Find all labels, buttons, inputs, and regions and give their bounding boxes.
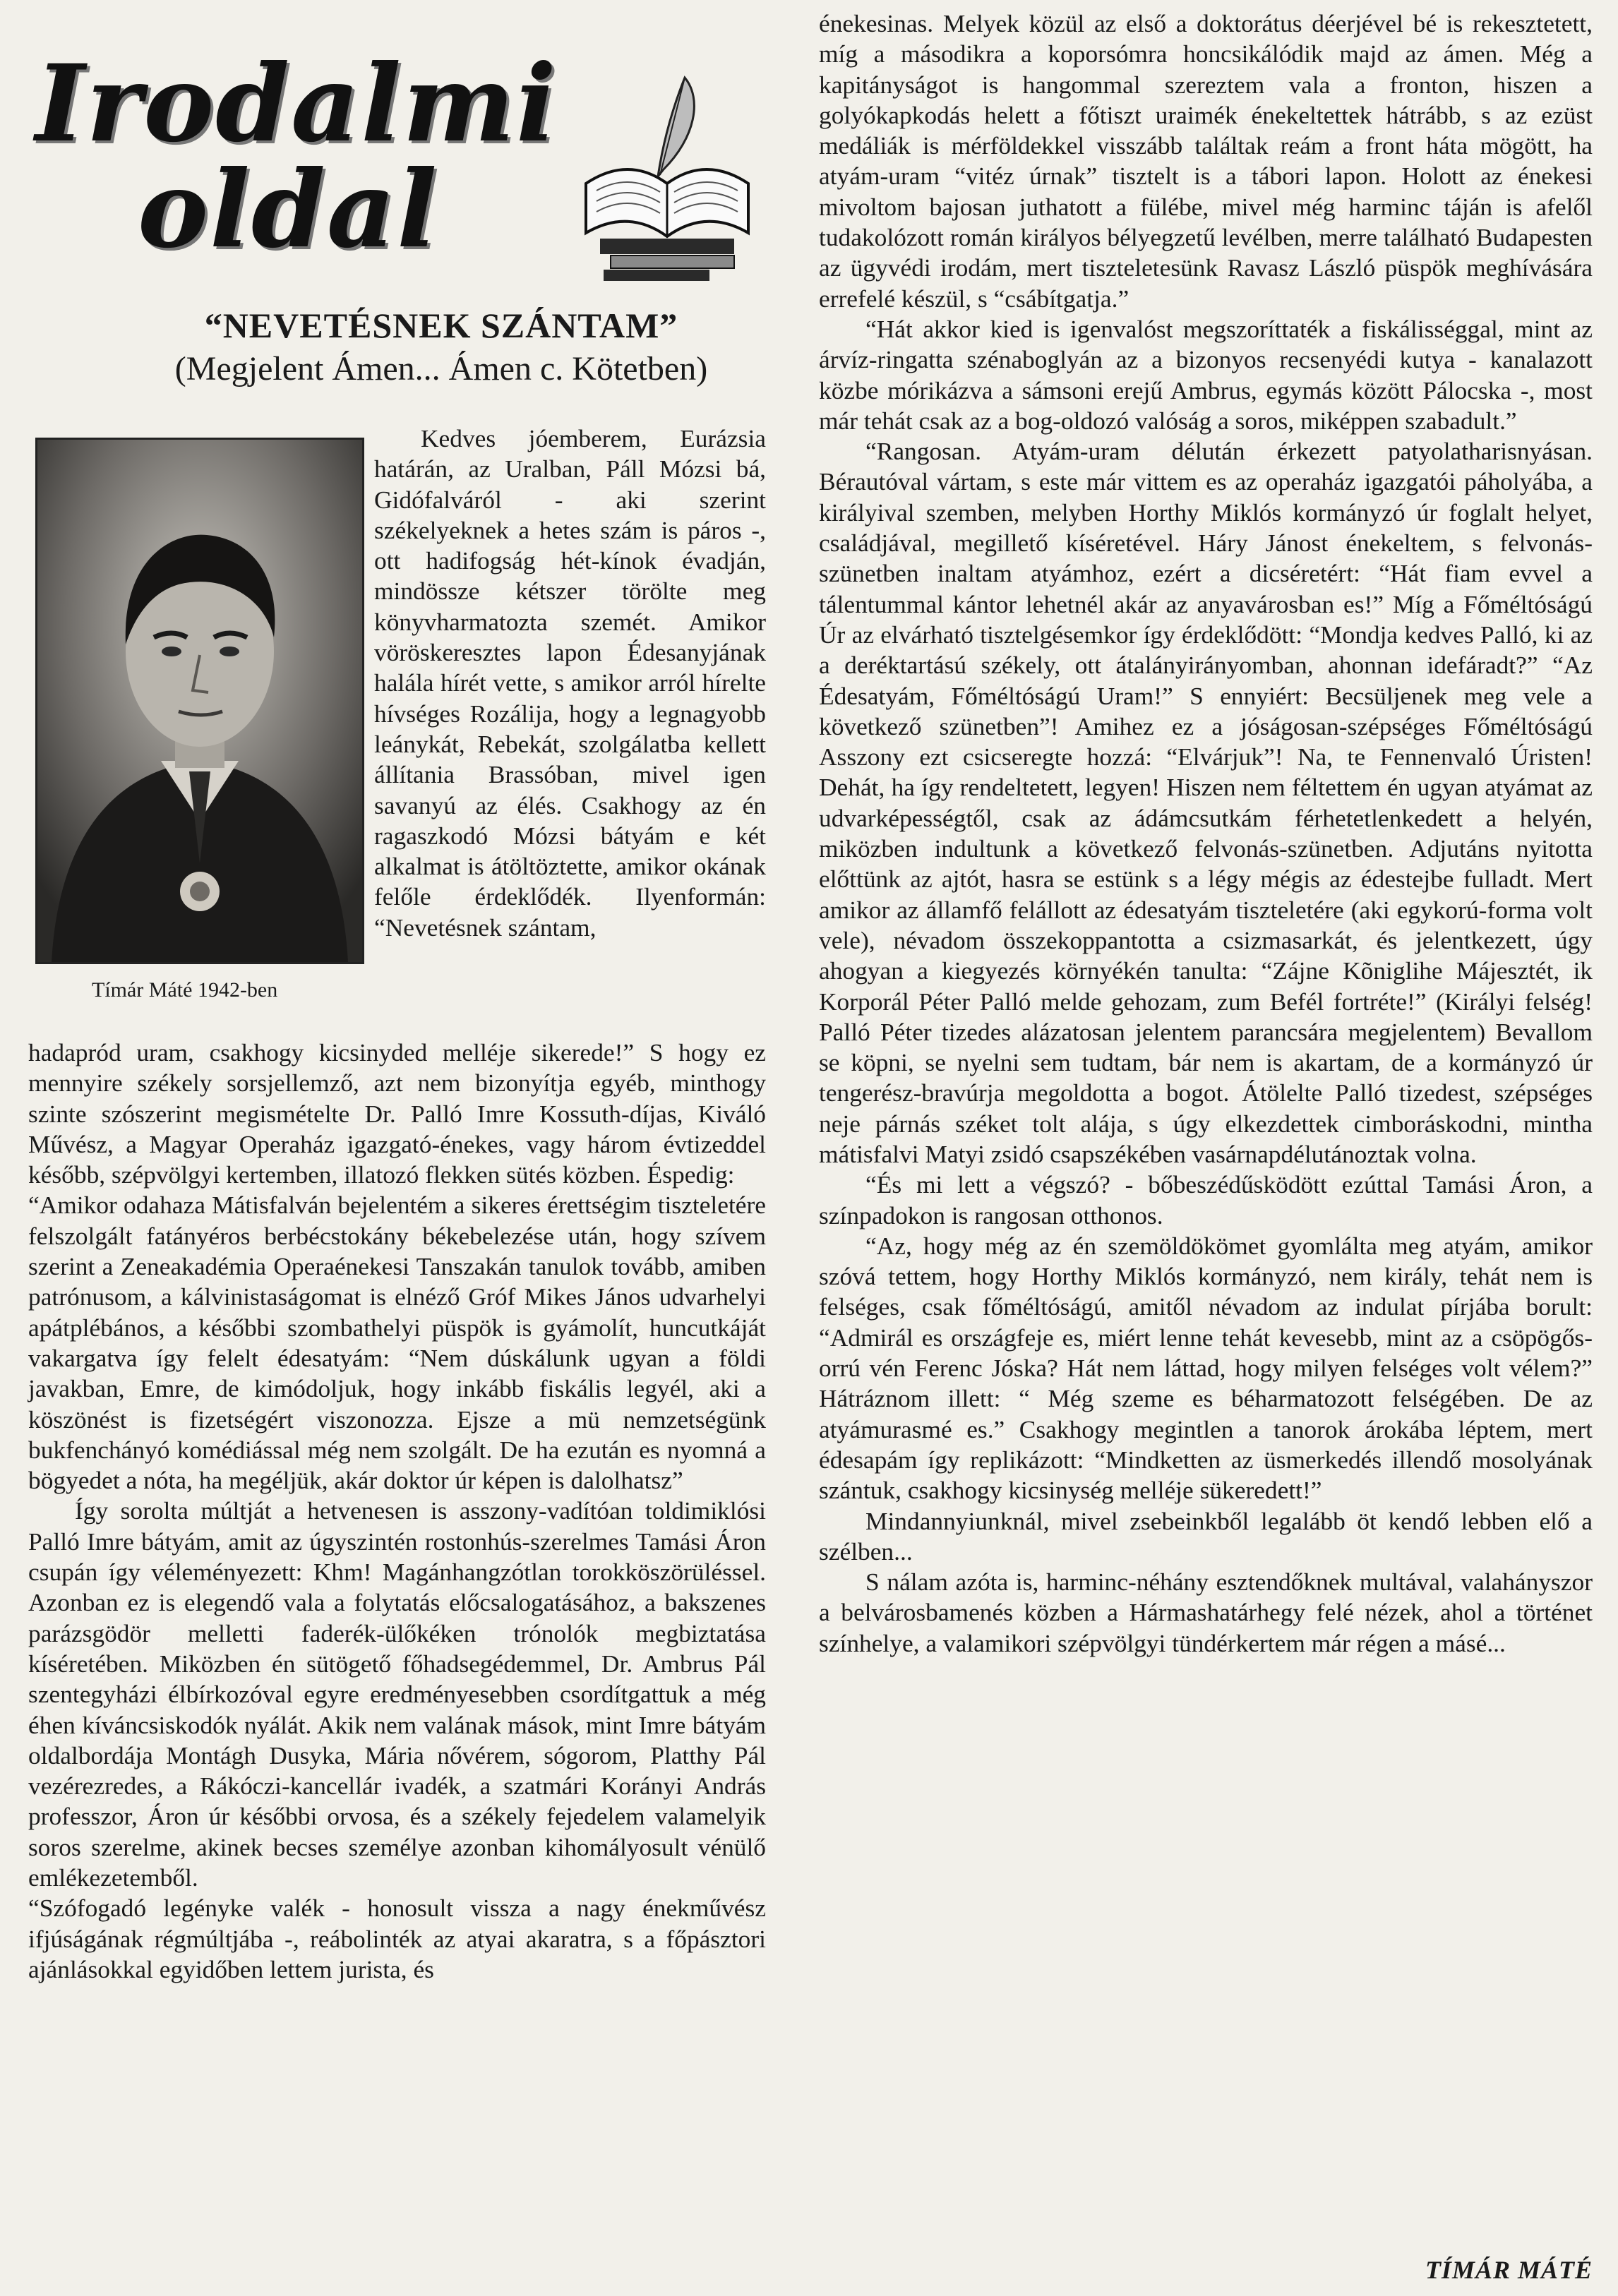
open-book-quill-icon [579, 71, 755, 282]
author-portrait-photo [35, 438, 364, 964]
section-masthead [35, 42, 558, 284]
paragraph: S nálam azóta is, harminc-néhány esztendőknek multával, valahányszor a belvárosbamenés közben a Hármashatárhegy felé nézek, ahol a történet színhelye, a valamikori szépvölgyi tündérkertem már régen a másé... [819, 1568, 1593, 1657]
left-column-text [28, 1038, 766, 1985]
masthead-title-line2: oldal [138, 148, 439, 272]
masthead-title-line1: Irodalmi [35, 42, 558, 166]
right-column-text [819, 8, 1593, 1659]
paragraph: énekesinas. Melyek közül az első a doktorátus déerjével bé is rekesztetett, míg a másodikra a koporsómra honcsikálódik majd az ámen. Még a kapitányságot is hangommal szereztem vala a fronton, hiszen a golyókapkodás helett a főtiszt uraimék énekeltettek hátrább, s az ezüst medáliák is mérföldekkel visszább találtak reám a front háta mögött, ha atyám-uram “vitéz úrnak” tisztelt is a tábori lapon. Holott az énekesi mivoltom bajosan juthatott a fülébe, mivel még harminc táján is afelől tudakolózott román királyos bélyegzetű levélben, merre található Budapesten az ügyvédi irodám, mert tiszteletesünk Ravasz László püspök meghívására errefelé készül, s “csábítgatja.” [819, 9, 1593, 313]
paragraph: Mindannyiunknál, mivel zsebeinkből legalább öt kendő lebben elő a szélben... [819, 1506, 1593, 1565]
paragraph: hadapród uram, csakhogy kicsinyded melléje sikerede!” S hogy ez mennyire székely sorsjellemző, azt nem bizonyítja egyéb, minthogy szinte szószerint megismételte Dr. Palló Imre Kossuth-díjas, Kiváló Művész, a Magyar Operaház igazgató-énekes, vagy három évtizeddel később, szépvölgyi kertemben, illatozó flekken sütés közben. Éspedig: [28, 1038, 766, 1189]
article-header [127, 303, 755, 391]
paragraph: “Szófogadó legényke valék - honosult vissza a nagy énekművész ifjúságának régmúltjába -, reábolinték az atyai akaratra, s a főpásztori ajánlásokkal egyidőben lettem jurista, és [28, 1894, 766, 1983]
paragraph: “Hát akkor kied is igenvalóst megszoríttaték a fiskálisséggal, mint az árvíz-ringatta szénaboglyán az a bizonyos recsenyédi kutya - kanalazott közbe mórikázva a sámsoni erejű Ambrus, egymás között Pálocska -, most már tehát csak az a bog-oldozó valóság a soros, miképpen szabadult.” [819, 314, 1593, 435]
article-intro-paragraph [374, 423, 766, 943]
paragraph: Kedves jóemberem, Eurázsia határán, az Uralban, Páll Mózsi bá, Gidófalváról - aki szerint székelyeknek a hetes szám is páros -, ott hadifogság hét-kínok évadján, mindössze kétszer törölte meg könyvharmatozta szemét. Amikor vöröskeresztes lapon Édesanyjának halála hírét vette, s amikor arról hírelte hívséges Rozálija, hogy a legnagyobb leánykát, Rebekát, szolgálatba kellett állítania Brassóban, mivel igen savanyú az élés. Csakhogy az én ragaszkodó Mózsi bátyám e két alkalmat is átöltöztette, amikor okának felőle érdeklődék. Ilyenformán: “Nevetésnek szántam, [374, 424, 766, 942]
paragraph: “Amikor odahaza Mátisfalván bejelentém a sikeres érettségim tiszteletére felszolgált fatányéros berbécstokány békebelezése után, hogy szívem szerint a Zeneakadémia Operaénekesi Tanszakán tanulok tovább, amiben patrónusom, a kálvinistaságomat is elnéző Gróf Mikes János udvarhelyi apátplébános, a későbbi szombathelyi püspök is gyámolít, huncutkáját vakargatva így felelt édesatyám: “Nem dúskálunk ugyan a földi javakban, Emre, de kimódoljuk, hogy inkább fiskális legyél, aki a köszönést is fizetségért viszonozza. Ejsze a mü nemzetségünk bukfenchányó komédiással még nem szolgált. De ha ezután es nyomná a bögyedet a nóta, ha megéljük, akár doktor úr képen is dalolhatsz” [28, 1191, 766, 1495]
paragraph: “Az, hogy még az én szemöldökömet gyomlálta meg atyám, amikor szóvá tettem, hogy Horthy Miklós kormányzó, nem király, tehát nem is felséges, csak főméltóságú, amitől névadom az indulat pírjába borult: “Admirál es országfeje es, miért lenne tehát kevesebb, mint az a csöpögős-orrú vén Ferenc Jóska? Hát nem láttad, hogy milyen felséges volt vélem?” Hátráznom illett: “ Még szeme es béharmatozott felségében. De az atyámurasmé es.” Csakhogy megintlen a tanorok árokába léptem, mert édesapám így replikázott: “Mindketten az üsmerkedés illendő mosolyának szántuk, csakhogy kicsinység melléje sükeredett!” [819, 1231, 1593, 1505]
paragraph: Így sorolta múltját a hetvenesen is asszony-vadítóan toldimiklósi Palló Imre bátyám, amit az úgyszintén rostonhús-szerelmes Tamási Áron csupán így véleményezett: Khm! Magánhangzótlan torokköszörüléssel. Azonban ez is elegendő vala a folytatás előcsalogatásához, a bakszenes parázsgödör melletti faderék-ülőkéken trónolók megbiztatása kíséretében. Miközben én sütögető főhadsegédemmel, Dr. Ambrus Pál szentegyházi élbírkozóval egyre eredményesebben csordítgattuk a még éhen kíváncsiskodók nyálát. Akik nem valának mások, mint Imre bátyám oldalbordája Montágh Dusyka, Mária nővérem, sógorom, Platthy Pál vezérezredes, a Rákóczi-kancellár ivadék, a szatmári Korányi András professzor, Áron úr későbbi orvosa, és a székely fejedelem valamelyik soros szerelme, akinek becses személye azonban kihomályosult vénülő emlékezetemből. [28, 1496, 766, 1892]
author-signature: TÍMÁR MÁTÉ [1425, 2256, 1593, 2284]
article-subtitle: (Megjelent Ámen... Ámen c. Kötetben) [174, 350, 708, 387]
article-title: “NEVETÉSNEK SZÁNTAM” [204, 306, 678, 345]
photo-caption: Tímár Máté 1942-ben [92, 978, 278, 1002]
paragraph: “És mi lett a végszó? - bőbeszédűsködött ezúttal Tamási Áron, a színpadokon is rangosan otthonos. [819, 1170, 1593, 1230]
paragraph: “Rangosan. Atyám-uram délután érkezett patyolatharisnyásan. Bérautóval vártam, s este már vittem es az operaház igazgatói páholyába, a királyival szemben, melyben Horthy Miklós kormányzó úr foglalt helyet, családjával, megillető kíséretével. Háry Jánost énekeltem, s felvonás-szünetben inaltam atyámhoz, ezért a dicséretért: “Hát fiam evvel a tálentummal kántor lehetnél akár az anyavárosban es!” Míg a Főméltóságú Úr az elvárható tisztelgésemkor így érdeklődött: “Mondja kedves Palló, ki az a deréktartású székely, ott átalányirányomban, ahonnan idefáradt?” “Az Édesatyám, Főméltóságú Uram!” S ennyiért: Becsüljenek meg vele a következő szünetben”! Amihez ez a jóságosan-szépséges Főméltóságú Asszony ezt csicseregte hozzá: “Elvárjuk”! Na, te Fennenvaló Úristen! Dehát, ha így rendeltetett, legyen! Hiszen nem féltettem én ugyan atyámat az udvarképességtől, csak az ádámcsutkám férhetetlenkedett a helyén, miközben indultunk a következő felvonás-szünetben. Adjutáns nyitotta előttünk az ajtót, hasra se estünk s a légy mégis az édestejbe fulladt. Mert amikor az államfő felállott az édesatyám tiszteletére (aki egykorú-forma volt vele), névadom összekoppantotta a csizmasarkát, és jelentkezett, úgy ahogyan a kiegyezés környékén tanulta: “Zájne Kõniglihe Májesztét, ik Korporál Péter Palló melde gehozam, zum Befél fortréte!” (Királyi felség! Palló Péter tizedes alázatosan jelentem parancsára megjelentem) Bevallom se köpni, se nyelni sem tudtam, bár nem is akartam, de a kormányzó úr tengerész-bravúrja megoldotta a bogot. Átölelte Palló tizedest, szépséges neje párnás széket tolt alája, s úgy elkezdettek cimboráskodni, mintha mátisfalvi Matyi zsidó csapszékében vasárnapdélutánoztak volna. [819, 437, 1593, 1168]
